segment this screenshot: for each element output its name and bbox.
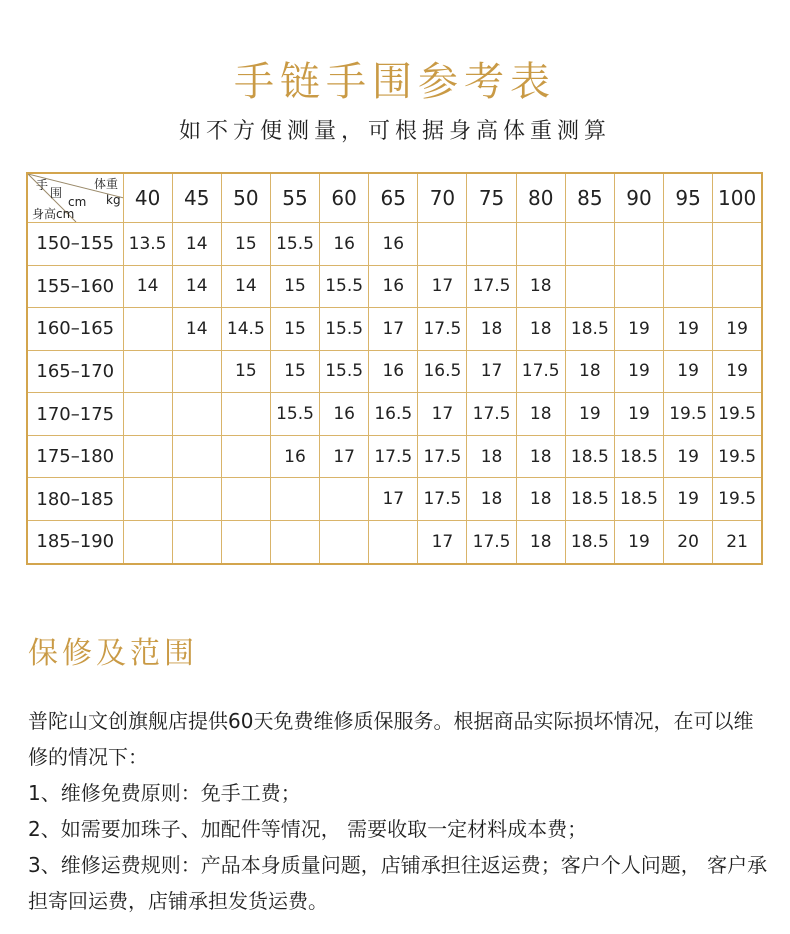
wrist-size-cell: 19.5	[713, 393, 762, 436]
weight-header-cell: 50	[221, 173, 270, 223]
page-subtitle: 如不方便测量，可根据身高体重测算	[178, 119, 611, 144]
wrist-size-cell: 13.5	[123, 223, 172, 266]
weight-header-cell: 85	[565, 173, 614, 223]
wrist-size-cell: 21	[713, 520, 762, 564]
wrist-size-cell	[418, 223, 467, 266]
wrist-size-cell: 18	[565, 350, 614, 393]
wrist-size-cell: 17	[369, 308, 418, 351]
wrist-size-cell	[221, 520, 270, 564]
wrist-size-cell: 19	[664, 478, 713, 521]
height-range-cell: 160–165	[27, 308, 123, 351]
wrist-size-cell	[270, 478, 319, 521]
wrist-size-cell	[172, 435, 221, 478]
wrist-size-cell: 18	[467, 478, 516, 521]
wrist-size-cell: 19	[713, 308, 762, 351]
wrist-size-cell: 19.5	[713, 435, 762, 478]
wrist-size-cell: 15.5	[320, 350, 369, 393]
wrist-size-cell	[270, 520, 319, 564]
wrist-size-cell	[320, 478, 369, 521]
table-corner-cell	[27, 173, 123, 223]
wrist-size-cell: 19	[664, 308, 713, 351]
wrist-size-cell: 19	[614, 520, 663, 564]
wrist-size-cell	[369, 520, 418, 564]
wrist-size-cell: 19.5	[664, 393, 713, 436]
wrist-size-cell: 14	[172, 308, 221, 351]
wrist-size-cell: 18	[516, 478, 565, 521]
warranty-text	[28, 703, 768, 919]
wrist-size-cell	[565, 265, 614, 308]
weight-header-cell: 60	[320, 173, 369, 223]
wrist-size-cell	[713, 223, 762, 266]
wrist-size-cell: 20	[664, 520, 713, 564]
size-reference-table	[26, 172, 763, 565]
weight-header-cell: 80	[516, 173, 565, 223]
table-row	[27, 350, 762, 393]
wrist-size-cell: 16.5	[418, 350, 467, 393]
wrist-size-cell: 16	[320, 393, 369, 436]
wrist-size-cell: 19.5	[713, 478, 762, 521]
wrist-size-cell	[713, 265, 762, 308]
wrist-size-cell	[565, 223, 614, 266]
wrist-size-cell	[221, 435, 270, 478]
wrist-size-cell: 18	[516, 435, 565, 478]
corner-weight-label: 体重	[94, 177, 119, 191]
wrist-size-cell: 19	[614, 393, 663, 436]
table-row	[27, 223, 762, 266]
wrist-size-cell	[123, 478, 172, 521]
corner-wrist-label: 手	[36, 178, 49, 192]
weight-header-cell: 45	[172, 173, 221, 223]
table-row	[27, 435, 762, 478]
height-range-cell: 155–160	[27, 265, 123, 308]
wrist-size-cell	[664, 265, 713, 308]
wrist-size-cell: 17	[418, 520, 467, 564]
wrist-size-cell: 18	[516, 308, 565, 351]
wrist-size-cell	[320, 520, 369, 564]
height-range-cell: 150–155	[27, 223, 123, 266]
height-range-cell: 175–180	[27, 435, 123, 478]
wrist-size-cell	[614, 223, 663, 266]
wrist-size-cell: 18.5	[565, 308, 614, 351]
wrist-size-cell: 17.5	[369, 435, 418, 478]
warranty-intro: 普陀山文创旗舰店提供60天免费维修质保服务。根据商品实际损坏情况，在可以维修的情况下：	[28, 709, 754, 769]
wrist-size-cell: 18	[516, 520, 565, 564]
wrist-size-cell: 19	[614, 350, 663, 393]
wrist-size-cell	[123, 308, 172, 351]
height-range-cell: 185–190	[27, 520, 123, 564]
wrist-size-cell: 14	[172, 223, 221, 266]
weight-header-cell: 55	[270, 173, 319, 223]
wrist-size-cell: 18.5	[565, 435, 614, 478]
wrist-size-cell: 16	[369, 350, 418, 393]
height-range-cell: 165–170	[27, 350, 123, 393]
wrist-size-cell	[123, 393, 172, 436]
wrist-size-cell: 15.5	[320, 308, 369, 351]
weight-header-cell: 75	[467, 173, 516, 223]
wrist-size-cell: 15.5	[320, 265, 369, 308]
wrist-size-cell: 18	[516, 393, 565, 436]
wrist-size-cell: 17.5	[467, 265, 516, 308]
table-row	[27, 265, 762, 308]
wrist-size-cell: 15	[221, 223, 270, 266]
wrist-size-cell	[664, 223, 713, 266]
wrist-size-cell	[172, 350, 221, 393]
wrist-size-cell: 15	[270, 308, 319, 351]
wrist-size-cell: 17.5	[467, 520, 516, 564]
wrist-size-cell: 15	[270, 350, 319, 393]
wrist-size-cell: 19	[664, 350, 713, 393]
wrist-size-cell: 18.5	[614, 435, 663, 478]
wrist-size-cell: 18	[516, 265, 565, 308]
wrist-size-cell	[172, 520, 221, 564]
wrist-size-cell	[467, 223, 516, 266]
wrist-size-cell	[614, 265, 663, 308]
weight-header-cell: 95	[664, 173, 713, 223]
wrist-size-cell: 18.5	[565, 520, 614, 564]
warranty-item-1: 1、维修免费原则：免手工费；	[28, 781, 301, 805]
wrist-size-cell: 15	[221, 350, 270, 393]
wrist-size-cell: 16	[369, 265, 418, 308]
wrist-size-cell: 17.5	[418, 308, 467, 351]
wrist-size-cell: 17	[369, 478, 418, 521]
corner-height-label: 身高cm	[32, 207, 75, 221]
wrist-size-cell: 15.5	[270, 393, 319, 436]
warranty-item-3: 3、维修运费规则：产品本身质量问题，店铺承担往返运费；客户个人问题， 客户承担寄回运费，店铺承担发货运费。	[28, 853, 768, 913]
wrist-size-cell	[123, 350, 172, 393]
wrist-size-cell: 17.5	[418, 435, 467, 478]
wrist-size-cell: 18	[467, 435, 516, 478]
page-title: 手链手围参考表	[234, 59, 556, 105]
corner-wrist-label-2: 围	[50, 186, 63, 200]
corner-weight-unit: kg	[106, 193, 121, 207]
wrist-size-cell	[123, 520, 172, 564]
wrist-size-cell: 17.5	[418, 478, 467, 521]
corner-wrist-unit: cm	[68, 195, 87, 209]
wrist-size-cell	[516, 223, 565, 266]
wrist-size-cell	[172, 478, 221, 521]
weight-header-cell: 90	[614, 173, 663, 223]
wrist-size-cell: 14	[221, 265, 270, 308]
wrist-size-cell: 18.5	[614, 478, 663, 521]
wrist-size-cell: 17	[467, 350, 516, 393]
table-row	[27, 393, 762, 436]
weight-header-cell: 100	[713, 173, 762, 223]
wrist-size-cell: 17	[320, 435, 369, 478]
wrist-size-cell: 19	[614, 308, 663, 351]
wrist-size-cell	[221, 393, 270, 436]
wrist-size-cell: 19	[565, 393, 614, 436]
warranty-section-title: 保修及范围	[28, 636, 198, 671]
wrist-size-cell: 17	[418, 393, 467, 436]
wrist-size-cell: 15	[270, 265, 319, 308]
table-row	[27, 478, 762, 521]
wrist-size-cell: 18	[467, 308, 516, 351]
weight-header-cell: 40	[123, 173, 172, 223]
wrist-size-cell: 17.5	[467, 393, 516, 436]
table-header-row	[27, 173, 762, 223]
wrist-size-cell: 18.5	[565, 478, 614, 521]
wrist-size-cell: 19	[664, 435, 713, 478]
weight-header-cell: 70	[418, 173, 467, 223]
wrist-size-cell	[221, 478, 270, 521]
wrist-size-cell: 17	[418, 265, 467, 308]
wrist-size-cell: 16	[270, 435, 319, 478]
wrist-size-cell: 14.5	[221, 308, 270, 351]
wrist-size-cell: 16	[369, 223, 418, 266]
wrist-size-cell: 16	[320, 223, 369, 266]
warranty-item-2: 2、如需要加珠子、加配件等情况， 需要收取一定材料成本费；	[28, 817, 588, 841]
wrist-size-cell	[123, 435, 172, 478]
wrist-size-cell: 19	[713, 350, 762, 393]
height-range-cell: 180–185	[27, 478, 123, 521]
wrist-size-cell: 14	[123, 265, 172, 308]
wrist-size-cell: 17.5	[516, 350, 565, 393]
wrist-size-cell	[172, 393, 221, 436]
table-row	[27, 520, 762, 564]
height-range-cell: 170–175	[27, 393, 123, 436]
wrist-size-cell: 14	[172, 265, 221, 308]
wrist-size-cell: 15.5	[270, 223, 319, 266]
weight-header-cell: 65	[369, 173, 418, 223]
wrist-size-cell: 16.5	[369, 393, 418, 436]
table-row	[27, 308, 762, 351]
